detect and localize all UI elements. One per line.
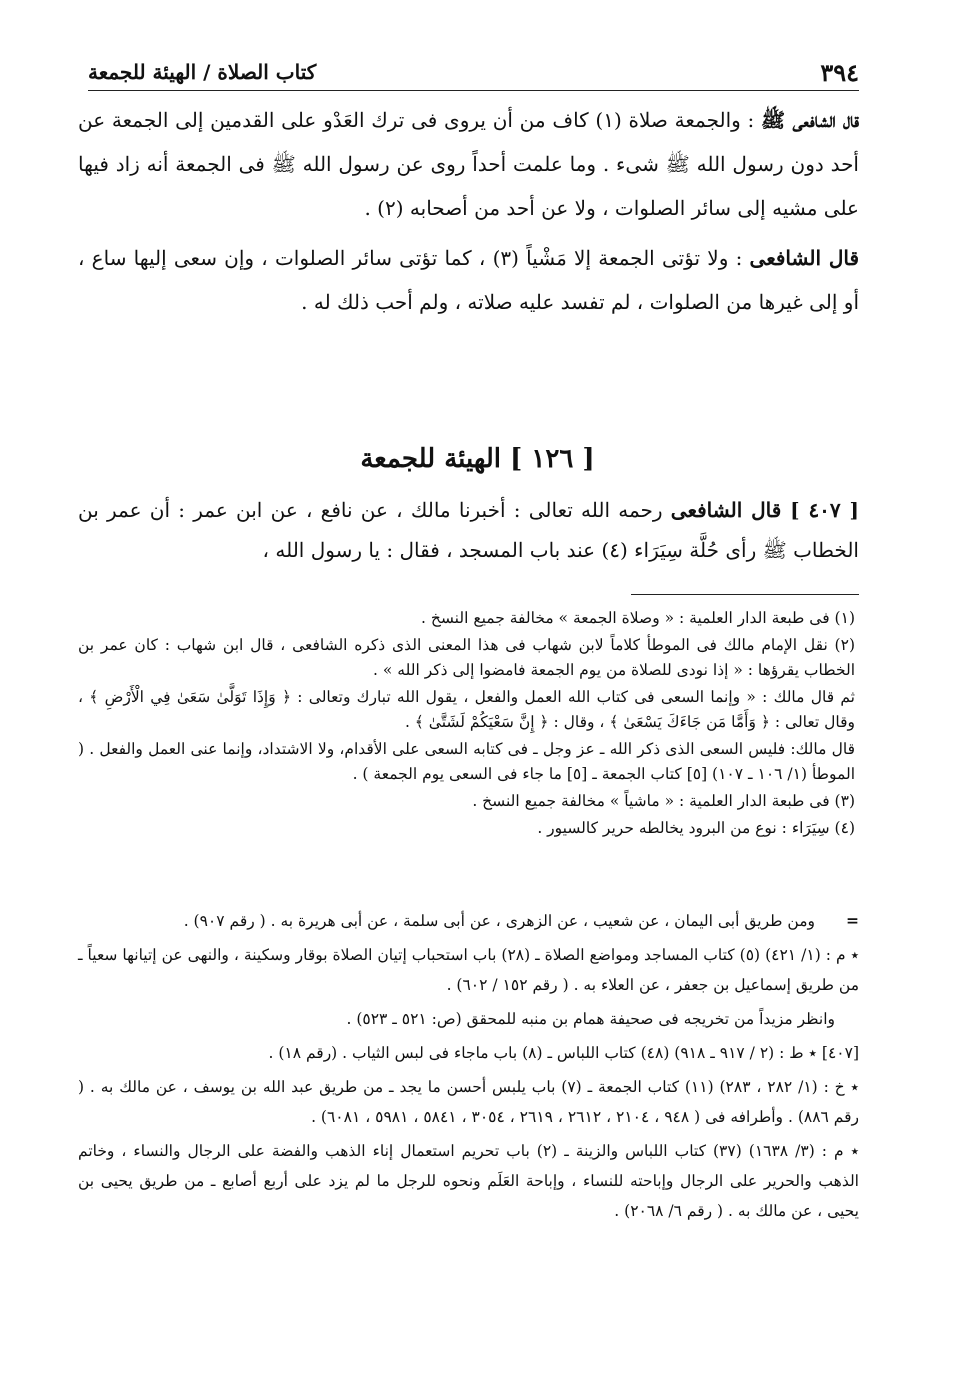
footnote-3: (٣) فى طبعة الدار العلمية : « ماشياً » مخالفة جميع النسخ . bbox=[472, 792, 855, 810]
source-ref: ٭ خ : (١/ ٢٨٢ ، ٢٨٣) (١١) كتاب الجمعة ـ (٧) باب يلبس أحسن ما يجد ـ من طريق عبد الله بن يوسف ، عن مالك به . ( رقم ٨٨٦) . وأطرافه فى ( ٩٤٨ ، ٢١٠٤ ، ٢٦١٢ ، ٢٦١٩ ، ٣٠٥٤ ، ٥٨٤١ ، ٥٩٨١ ، ٦٠٨١) . bbox=[78, 1078, 859, 1126]
main-text bbox=[78, 98, 859, 330]
source-ref: ٭ م : (٣/ ١٦٣٨) (٣٧) كتاب اللباس والزينة ـ (٢) باب تحريم استعمال إناء الذهب والفضة على الرجال والنساء ، وخاتم الذهب والحرير على الرجال وإباحته للنساء ، وإباحة العَلَم ونحوه للرجل ما لم يزد على أربع أصابع ـ من طريق يحيى بن يحيى ، عن مالك به . ( رقم ٦/ ٢٠٦٨) . bbox=[78, 1142, 860, 1220]
footnote-2-continued: ثم قال مالك : « وإنما السعى فى كتاب الله العمل والفعل ، يقول الله تبارك وتعالى : ﴿ وَإِذَا تَوَلَّىٰ سَعَىٰ فِي الْأَرْضِ ﴾ ، وقال تعالى : ﴿ وَأَمَّا مَن جَاءَكَ يَسْعَىٰ ﴾ ، وقال : ﴿ إِنَّ سَعْيَكُمْ لَشَتَّىٰ ﴾ . bbox=[78, 688, 855, 731]
source-ref: [٤٠٧] ٭ ط : (٢ / ٩١٧ ـ ٩١٨) (٤٨) كتاب اللباس ـ (٨) باب ماجاء فى لبس الثياب . (رقم ١٨) . bbox=[268, 1044, 859, 1062]
source-ref: ومن طريق أبى اليمان ، عن شعيب ، عن الزهرى ، عن أبى سلمة ، عن أبى هريرة به . ( رقم ٩٠٧) . bbox=[183, 912, 815, 930]
continuation-mark: = bbox=[846, 911, 859, 930]
hadith-text bbox=[78, 490, 859, 570]
footnotes bbox=[78, 606, 855, 843]
footnote-4: (٤) سِيَرَاء : نوع من البرود يخالطه حرير كالسيور . bbox=[537, 819, 855, 837]
running-title: كتاب الصلاة / الهيئة للجمعة bbox=[88, 60, 317, 84]
paragraph-2-text: : ولا تؤتى الجمعة إلا مَشْياً (٣) ، كما تؤتى سائر الصلوات ، وإن سعى إليها ساع ، أو إلى غيرها من الصلوات ، لم تفسد عليه صلاته ، ولم أحب ذلك له . bbox=[78, 246, 859, 314]
paragraph-2-lead: قال الشافعى bbox=[749, 246, 860, 270]
paragraph-1 bbox=[78, 98, 859, 230]
footnote-separator bbox=[631, 594, 859, 595]
footnote-2: (٢) نقل الإمام مالك فى الموطأ كلاماً لابن شهاب فى هذا المعنى الذى ذكره الشافعى ، قال ابن شهاب : كان عمر بن الخطاب يقرؤها : « إذا نودى للصلاة من يوم الجمعة فامضوا إلى ذكر الله » . bbox=[78, 636, 855, 679]
hadith-body: رحمه الله تعالى : أخبرنا مالك ، عن نافع ، عن ابن عمر : أن عمر بن الخطاب ﷺ رأى حُلَّة سِيَرَاء (٤) عند باب المسجد ، فقال : يا رسول الله ، bbox=[78, 498, 859, 562]
paragraph-1-text: : والجمعة صلاة (١) كاف من أن يروى فى ترك العَدْو على القدمين إلى الجمعة عن أحد دون رسول الله ﷺ شىء . وما علمت أحداً روى عن رسول الله ﷺ فى الجمعة أنه زاد فيها على مشيه إلى سائر الصلوات ، ولا عن أحد من أصحابه (٢) . bbox=[78, 108, 859, 220]
page-number: ٣٩٤ bbox=[820, 58, 859, 87]
page-header bbox=[88, 56, 859, 91]
hadith-lead: [ ٤٠٧ ] قال الشافعى bbox=[670, 498, 859, 522]
footnote-1: (١) فى طبعة الدار العلمية : « وصلاة الجمعة » مخالفة جميع النسخ . bbox=[421, 609, 855, 627]
source-references bbox=[78, 906, 859, 1230]
source-ref: ٭ م : (١/ ٤٢١) (٥) كتاب المساجد ومواضع الصلاة ـ (٢٨) باب استحباب إتيان الصلاة بوقار وسكينة ، والنهى عن إتيانها سعياً ـ من طريق إسماعيل بن جعفر ، عن العلاء به . ( رقم ١٥٢ / ٦٠٢) . bbox=[78, 946, 860, 994]
paragraph-1-lead: قال الشافعى ﷺ bbox=[761, 108, 859, 132]
paragraph-2 bbox=[78, 236, 859, 324]
footnote-2-continued: قال مالك: فليس السعى الذى ذكر الله ـ عز وجل ـ فى كتابه السعى على الأقدام، ولا الاشتداد، وإنما عنى العمل والفعل . ( الموطأ (١/ ١٠٦ ـ ١٠٧) [٥] كتاب الجمعة ـ [٥] ما جاء فى السعى يوم الجمعة ) . bbox=[78, 740, 855, 783]
source-ref: وانظر مزيداً من تخريجه فى صحيفة همام بن منبه للمحقق (ص: ٥٢١ ـ ٥٢٣) . bbox=[346, 1010, 835, 1028]
section-title: [ ١٢٦ ] الهيئة للجمعة bbox=[360, 444, 595, 474]
